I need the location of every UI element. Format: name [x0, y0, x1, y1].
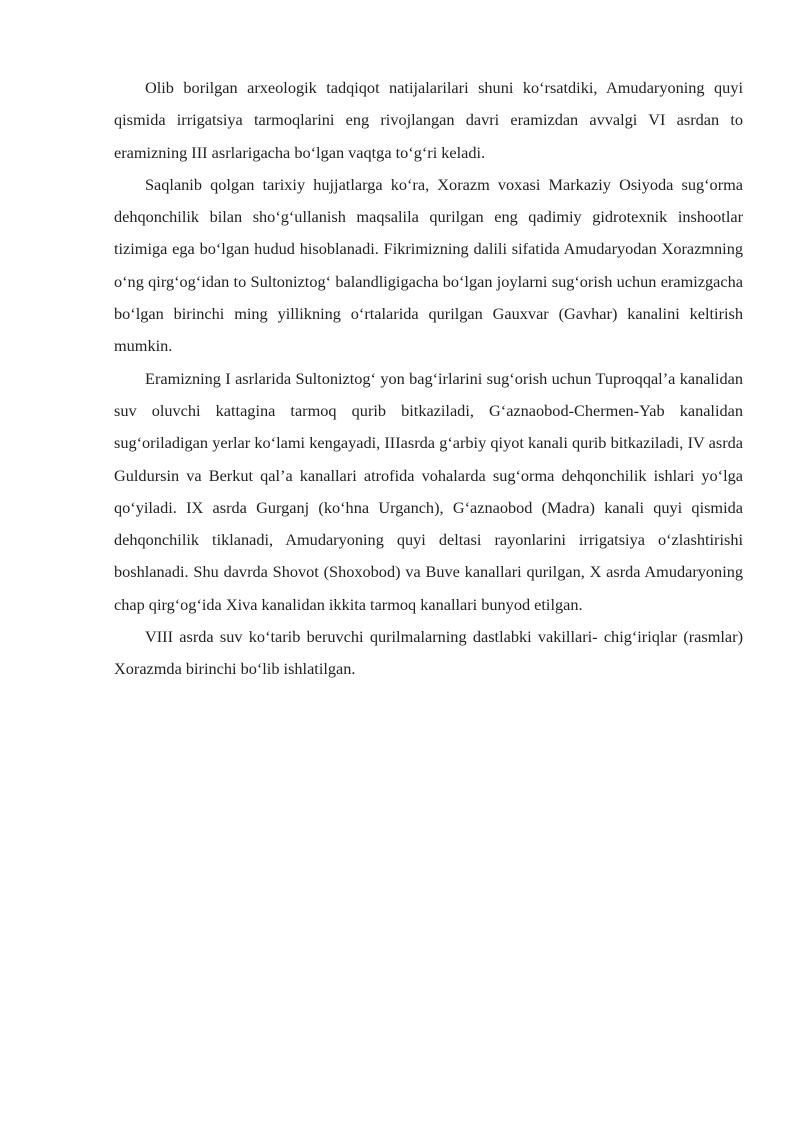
- paragraph-1: Olib borilgan arxeologik tadqiqot natijalarilari shuni ko‘rsatdiki, Amudaryoning quyi qismida irrigatsiya tarmoqlarini eng rivojlangan davri eramizdan avvalgi VI asrdan to eramizning III asrlarigacha bo‘lgan vaqtga to‘g‘ri keladi.: [114, 78, 743, 162]
- paragraph-4: VIII asrda suv ko‘tarib beruvchi qurilmalarning dastlabki vakillari- chig‘iriqlar (rasmlar) Xorazmda birinchi bo‘lib ishlatilgan.: [114, 627, 743, 679]
- paragraph-3: Eramizning I asrlarida Sultoniztog‘ yon bag‘irlarini sug‘orish uchun Tuproqqal’a kanalidan suv oluvchi kattagina tarmoq qurib bitkaziladi, G‘aznaobod-Chermen-Yab kanalidan sug‘oriladigan yerlar ko‘lami kengayadi, IIIasrda g‘arbiy qiyot kanali qurib bitkaziladi, IV asrda Guldursin va Berkut qal’a kanallari atrofida vohalarda sug‘orma dehqonchilik ishlari yo‘lga qo‘yiladi. IX asrda Gurganj (ko‘hna Urganch), G‘aznaobod (Madra) kanali quyi qismida dehqonchilik tiklanadi, Amudaryoning quyi deltasi rayonlarini irrigatsiya o‘zlashtirishi boshlanadi. Shu davrda Shovot (Shoxobod) va Buve kanallari qurilgan, X asrda Amudaryoning chap qirg‘og‘ida Xiva kanalidan ikkita tarmoq kanallari bunyod etilgan.: [114, 368, 743, 614]
- document-body: [114, 72, 743, 686]
- paragraph-2: Saqlanib qolgan tarixiy hujjatlarga ko‘ra, Xorazm voxasi Markaziy Osiyoda sug‘orma dehqonchilik bilan sho‘g‘ullanish maqsalila qurilgan eng qadimiy gidrotexnik inshootlar tizimiga ega bo‘lgan hudud hisoblanadi. Fikrimizning dalili sifatida Amudaryodan Xorazmning o‘ng qirg‘og‘idan to Sultoniztog‘ balandligigacha bo‘lgan joylarni sug‘orish uchun eramizgacha bo‘lgan birinchi ming yillikning o‘rtalarida qurilgan Gauxvar (Gavhar) kanalini keltirish mumkin.: [114, 174, 743, 356]
